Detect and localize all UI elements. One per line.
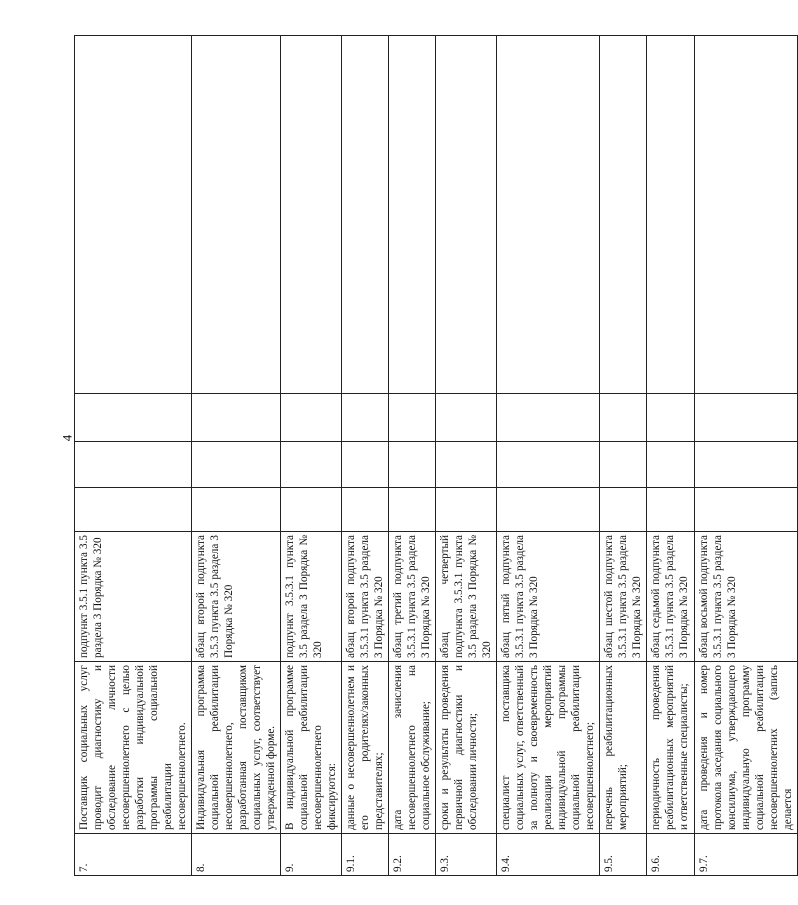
empty-cell — [192, 36, 281, 394]
row-number: 7. — [75, 834, 192, 876]
table-row — [281, 36, 342, 876]
empty-cell — [281, 36, 342, 394]
legal-reference: подпункт 3.5.1 пункта 3.5 раздела 3 Порядка № 320 — [75, 532, 192, 662]
requirement-text: дата зачисления несовершеннолетнего на социальное обслуживание; — [389, 662, 436, 834]
row-number: 8. — [192, 834, 281, 876]
page-number: 4 — [59, 434, 75, 442]
empty-cell — [389, 488, 436, 532]
empty-cell — [436, 488, 497, 532]
table-row — [600, 36, 647, 876]
requirement-text: сроки и результаты проведения первичной диагностики и обследовании личности; — [436, 662, 497, 834]
row-number: 9.1. — [342, 834, 389, 876]
empty-cell — [75, 394, 192, 442]
empty-cell — [281, 488, 342, 532]
table-row — [647, 36, 695, 876]
legal-reference: абзац седьмой подпункта 3.5.3.1 пункта 3.5 раздела 3 Порядка № 320 — [647, 532, 695, 662]
requirements-table — [74, 35, 798, 876]
table-row — [342, 36, 389, 876]
requirement-text: данные о несовершеннолетнем и его родителях/законных представителях; — [342, 662, 389, 834]
legal-reference: абзац шестой подпункта 3.5.3.1 пункта 3.5 раздела 3 Порядка № 320 — [600, 532, 647, 662]
legal-reference: абзац третий подпункта 3.5.3.1 пункта 3.5 раздела 3 Порядка № 320 — [389, 532, 436, 662]
requirement-text: периодичность проведения реабилитационных мероприятий и ответственные специалисты; — [647, 662, 695, 834]
empty-cell — [281, 442, 342, 488]
empty-cell — [647, 394, 695, 442]
rotated-table-sheet — [74, 36, 794, 876]
empty-cell — [436, 442, 497, 488]
empty-cell — [75, 36, 192, 394]
requirement-text: Поставщик социальных услуг проводит диагностику и обследование личности несовершеннолетнего с целью разработки индивидуальной программы социальной реабилитации несовершеннолетнего. — [75, 662, 192, 834]
empty-cell — [497, 36, 600, 394]
empty-cell — [342, 442, 389, 488]
row-number: 9. — [281, 834, 342, 876]
empty-cell — [695, 394, 798, 442]
row-number: 9.4. — [497, 834, 600, 876]
empty-cell — [600, 442, 647, 488]
requirement-text: перечень реабилитационных мероприятий; — [600, 662, 647, 834]
row-number: 9.3. — [436, 834, 497, 876]
empty-cell — [600, 36, 647, 394]
empty-cell — [192, 442, 281, 488]
empty-cell — [75, 488, 192, 532]
empty-cell — [389, 36, 436, 394]
row-number: 9.7. — [695, 834, 798, 876]
empty-cell — [342, 394, 389, 442]
row-number: 9.6. — [647, 834, 695, 876]
table-row — [695, 36, 798, 876]
empty-cell — [647, 442, 695, 488]
empty-cell — [497, 394, 600, 442]
empty-cell — [497, 442, 600, 488]
empty-cell — [647, 488, 695, 532]
empty-cell — [192, 394, 281, 442]
legal-reference: абзац второй подпункта 3.5.3.1 пункта 3.5 раздела 3 Порядка № 320 — [342, 532, 389, 662]
empty-cell — [695, 36, 798, 394]
empty-cell — [342, 488, 389, 532]
requirement-text: В индивидуальной программе социальной реабилитации несовершеннолетнего фиксируются: — [281, 662, 342, 834]
row-number: 9.5. — [600, 834, 647, 876]
table-row — [436, 36, 497, 876]
empty-cell — [695, 442, 798, 488]
empty-cell — [75, 442, 192, 488]
requirement-text: дата проведения и номер протокола заседания социального консилиума, утверждающего индивидуальную программу социальной реабилитации несовершеннолетних (запись делается — [695, 662, 798, 834]
table-row — [192, 36, 281, 876]
table-row — [75, 36, 192, 876]
row-number: 9.2. — [389, 834, 436, 876]
legal-reference: абзац пятый подпункта 3.5.3.1 пункта 3.5 раздела 3 Порядка № 320 — [497, 532, 600, 662]
requirement-text: Индивидуальная программа социальной реабилитации несовершеннолетнего, разработанная поставщиком социальных услуг, соответствует утвержденной форме. — [192, 662, 281, 834]
empty-cell — [342, 36, 389, 394]
empty-cell — [436, 36, 497, 394]
empty-cell — [600, 394, 647, 442]
empty-cell — [695, 488, 798, 532]
table-row — [389, 36, 436, 876]
legal-reference: абзац четвертый подпункта 3.5.3.1 пункта 3.5 раздела 3 Порядка № 320 — [436, 532, 497, 662]
empty-cell — [192, 488, 281, 532]
empty-cell — [647, 36, 695, 394]
empty-cell — [497, 488, 600, 532]
legal-reference: абзац восьмой подпункта 3.5.3.1 пункта 3.5 раздела 3 Порядка № 320 — [695, 532, 798, 662]
requirement-text: специалист поставщика социальных услуг, ответственный за полноту и своевременность реализации мероприятий индивидуальной программы социальной реабилитации несовершеннолетнего; — [497, 662, 600, 834]
empty-cell — [600, 488, 647, 532]
empty-cell — [281, 394, 342, 442]
legal-reference: подпункт 3.5.3.1 пункта 3.5 раздела 3 Порядка № 320 — [281, 532, 342, 662]
empty-cell — [436, 394, 497, 442]
empty-cell — [389, 394, 436, 442]
legal-reference: абзац второй подпункта 3.5.3 пункта 3.5 раздела 3 Порядка № 320 — [192, 532, 281, 662]
empty-cell — [389, 442, 436, 488]
table-row — [497, 36, 600, 876]
